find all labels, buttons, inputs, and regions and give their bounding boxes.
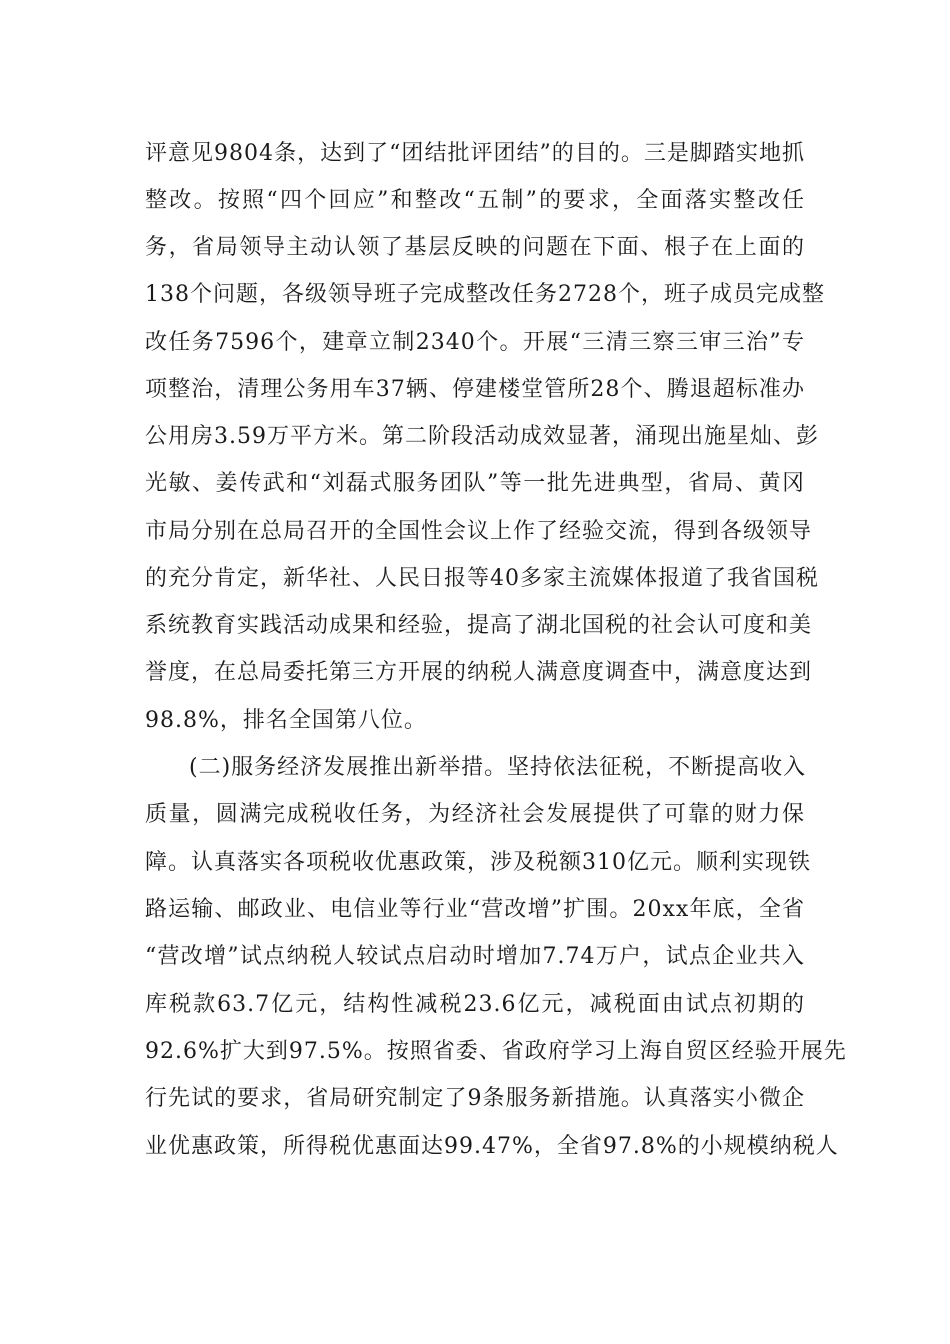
paragraph-1-line-10: 的充分肯定，新华社、人民日报等40多家主流媒体报道了我省国税 — [145, 566, 819, 591]
paragraph-2-line-5: “营改增”试点纳税人较试点启动时增加7.74万户，试点企业共入 — [145, 944, 805, 969]
paragraph-1-line-11: 系统教育实践活动成果和经验，提高了湖北国税的社会认可度和美 — [145, 613, 813, 638]
paragraph-1-line-8: 光敏、姜传武和“刘磊式服务团队”等一批先进典型，省局、黄冈 — [145, 471, 805, 496]
paragraph-1-line-12: 誉度，在总局委托第三方开展的纳税人满意度调查中，满意度达到 — [145, 660, 813, 685]
paragraph-2-line-7: 92.6%扩大到97.5%。按照省委、省政府学习上海自贸区经验开展先 — [145, 1039, 847, 1064]
paragraph-2-line-1: (二)服务经济发展推出新举措。坚持依法征税，不断提高收入 — [189, 755, 807, 780]
paragraph-2-line-8: 行先试的要求，省局研究制定了9条服务新措施。认真落实小微企 — [145, 1086, 805, 1111]
paragraph-1-line-13: 98.8%，排名全国第八位。 — [145, 708, 427, 733]
paragraph-1-line-4: 138个问题，各级领导班子完成整改任务2728个，班子成员完成整 — [145, 282, 825, 307]
paragraph-1-line-3: 务，省局领导主动认领了基层反映的问题在下面、根子在上面的 — [145, 235, 805, 260]
paragraph-2-line-2: 质量，圆满完成税收任务，为经济社会发展提供了可靠的财力保 — [145, 802, 805, 827]
paragraph-1-line-6: 项整治，清理公务用车37辆、停建楼堂管所28个、腾退超标准办 — [145, 377, 805, 402]
paragraph-1-line-5: 改任务7596个，建章立制2340个。开展“三清三察三审三治”专 — [145, 330, 805, 355]
paragraph-2-line-3: 障。认真落实各项税收优惠政策，涉及税额310亿元。顺利实现铁 — [145, 850, 811, 875]
paragraph-1-line-1: 评意见9804条，达到了“团结批评团结”的目的。三是脚踏实地抓 — [145, 141, 805, 166]
paragraph-1-line-7: 公用房3.59万平方米。第二阶段活动成效显著，涌现出施星灿、彭 — [145, 424, 819, 449]
paragraph-1-line-2: 整改。按照“四个回应”和整改“五制”的要求，全面落实整改任 — [145, 188, 805, 213]
paragraph-2-line-9: 业优惠政策，所得税优惠面达99.47%，全省97.8%的小规模纳税人 — [145, 1134, 839, 1159]
paragraph-2-line-4: 路运输、邮政业、电信业等行业“营改增”扩围。20xx年底，全省 — [145, 897, 805, 922]
paragraph-1-line-9: 市局分别在总局召开的全国性会议上作了经验交流，得到各级领导 — [145, 519, 813, 544]
paragraph-2-line-6: 库税款63.7亿元，结构性减税23.6亿元，减税面由试点初期的 — [145, 992, 805, 1017]
